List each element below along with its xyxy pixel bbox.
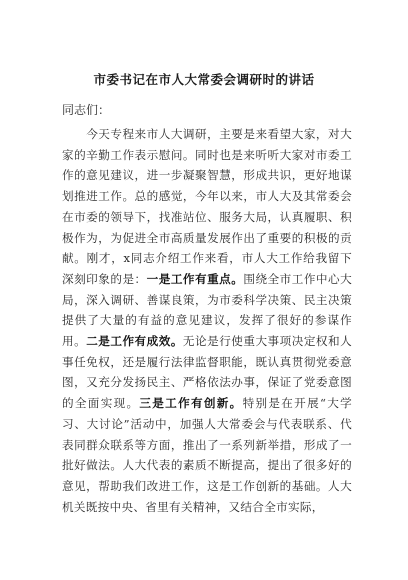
body-text-segment: 无论是行使重大事项决定权和人事任免权，还是履行法律监督职能，既认真贯彻党委意图，又充分发扬民主、严格依法办事，保证了党委意图的全面实现。 — [62, 334, 352, 411]
body-text-bold-segment: 三是工作有创新。 — [139, 396, 243, 411]
body-text-segment: 围绕全市工作中心大局，深入调研、善谋良策，为市委科学决策、民主决策提供了大量的有益的意见建议，发挥了很好的参谋作用。 — [62, 271, 352, 349]
body-text-bold-segment: 一是工作有重点。 — [146, 271, 244, 286]
body-text-bold-segment: 二是工作有成效。 — [86, 334, 183, 349]
body-text-segment: 今天专程来市人大调研，主要是来看望大家，对大家的辛勤工作表示慰问。同时也是来听听大家对市委工作的意见建议，进一步凝聚智慧，形成共识，更好地谋划推进工作。总的感觉，今年以来，市人大及其常委会在市委的领导下，找准站位、服务大局，认真履职、积极作为，为促进全市高质量发展作出了重要的积极的贡献。刚才，x同志介绍工作来看，市人大工作给我留下深刻印象的是： — [62, 127, 352, 286]
body-text-segment: 特别是在开展“大学习、大讨论”活动中，加强人大常委会与代表联系、代表同群众联系等方面，推出了一系列新举措，形成了一批好做法。人大代表的素质不断提高，提出了很多好的意见，帮助我们改进工作，这是工作创新的基础。人大机关既按中央、省里有关精神，又结合全市实际， — [62, 396, 352, 514]
greeting: 同志们： — [62, 103, 111, 117]
body-paragraph — [62, 124, 352, 517]
document-title: 市委书记在市人大常委会调研时的讲话 — [93, 72, 315, 87]
